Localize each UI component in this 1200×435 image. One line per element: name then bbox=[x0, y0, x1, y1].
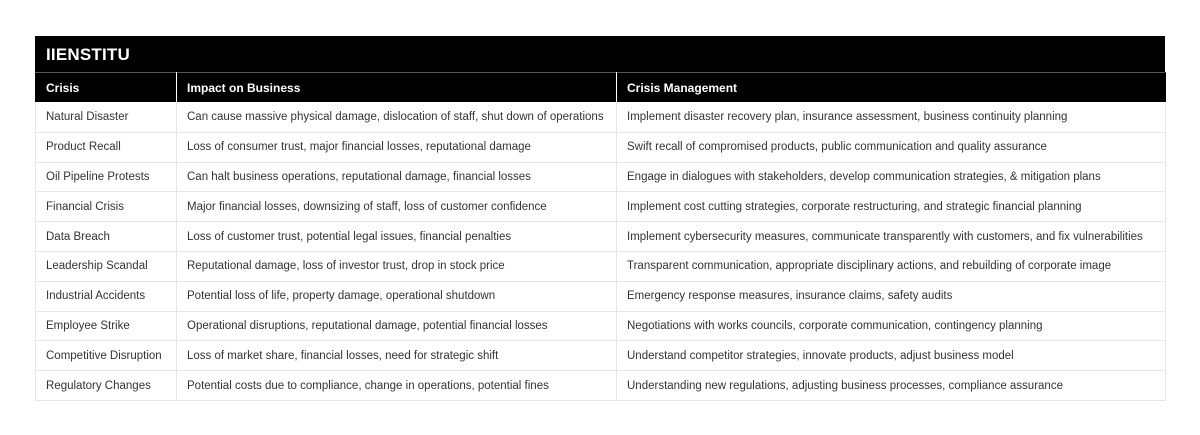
cell-crisis: Financial Crisis bbox=[36, 192, 177, 222]
cell-impact: Reputational damage, loss of investor trust, drop in stock price bbox=[177, 251, 617, 281]
table-body bbox=[36, 103, 1166, 401]
table-row bbox=[36, 103, 1166, 133]
table-row bbox=[36, 222, 1166, 252]
cell-management: Transparent communication, appropriate disciplinary actions, and rebuilding of corporate image bbox=[617, 251, 1166, 281]
brand-title: IIENSTITU bbox=[35, 36, 1165, 72]
cell-crisis: Leadership Scandal bbox=[36, 251, 177, 281]
cell-management: Implement cybersecurity measures, communicate transparently with customers, and fix vulnerabilities bbox=[617, 222, 1166, 252]
header-impact: Impact on Business bbox=[177, 73, 617, 103]
cell-crisis: Product Recall bbox=[36, 132, 177, 162]
cell-management: Understand competitor strategies, innovate products, adjust business model bbox=[617, 341, 1166, 371]
crisis-table bbox=[35, 72, 1166, 401]
cell-impact: Operational disruptions, reputational damage, potential financial losses bbox=[177, 311, 617, 341]
cell-impact: Major financial losses, downsizing of staff, loss of customer confidence bbox=[177, 192, 617, 222]
table-row bbox=[36, 251, 1166, 281]
header-crisis: Crisis bbox=[36, 73, 177, 103]
cell-impact: Potential costs due to compliance, change in operations, potential fines bbox=[177, 371, 617, 401]
cell-crisis: Natural Disaster bbox=[36, 103, 177, 133]
cell-crisis: Oil Pipeline Protests bbox=[36, 162, 177, 192]
cell-impact: Can cause massive physical damage, dislocation of staff, shut down of operations bbox=[177, 103, 617, 133]
table-row bbox=[36, 162, 1166, 192]
cell-impact: Loss of consumer trust, major financial losses, reputational damage bbox=[177, 132, 617, 162]
cell-management: Negotiations with works councils, corporate communication, contingency planning bbox=[617, 311, 1166, 341]
cell-impact: Loss of customer trust, potential legal issues, financial penalties bbox=[177, 222, 617, 252]
cell-management: Understanding new regulations, adjusting business processes, compliance assurance bbox=[617, 371, 1166, 401]
cell-impact: Can halt business operations, reputational damage, financial losses bbox=[177, 162, 617, 192]
cell-impact: Potential loss of life, property damage, operational shutdown bbox=[177, 281, 617, 311]
cell-management: Engage in dialogues with stakeholders, develop communication strategies, & mitigation plans bbox=[617, 162, 1166, 192]
cell-crisis: Industrial Accidents bbox=[36, 281, 177, 311]
table-row bbox=[36, 311, 1166, 341]
header-management: Crisis Management bbox=[617, 73, 1166, 103]
table-row bbox=[36, 132, 1166, 162]
cell-management: Implement disaster recovery plan, insurance assessment, business continuity planning bbox=[617, 103, 1166, 133]
cell-crisis: Regulatory Changes bbox=[36, 371, 177, 401]
table-header bbox=[36, 73, 1166, 103]
cell-crisis: Data Breach bbox=[36, 222, 177, 252]
table-row bbox=[36, 341, 1166, 371]
cell-management: Implement cost cutting strategies, corporate restructuring, and strategic financial planning bbox=[617, 192, 1166, 222]
cell-management: Swift recall of compromised products, public communication and quality assurance bbox=[617, 132, 1166, 162]
cell-management: Emergency response measures, insurance claims, safety audits bbox=[617, 281, 1166, 311]
table-row bbox=[36, 281, 1166, 311]
table-row bbox=[36, 371, 1166, 401]
crisis-table-container bbox=[35, 36, 1165, 401]
cell-impact: Loss of market share, financial losses, need for strategic shift bbox=[177, 341, 617, 371]
cell-crisis: Employee Strike bbox=[36, 311, 177, 341]
header-row bbox=[36, 73, 1166, 103]
table-row bbox=[36, 192, 1166, 222]
cell-crisis: Competitive Disruption bbox=[36, 341, 177, 371]
